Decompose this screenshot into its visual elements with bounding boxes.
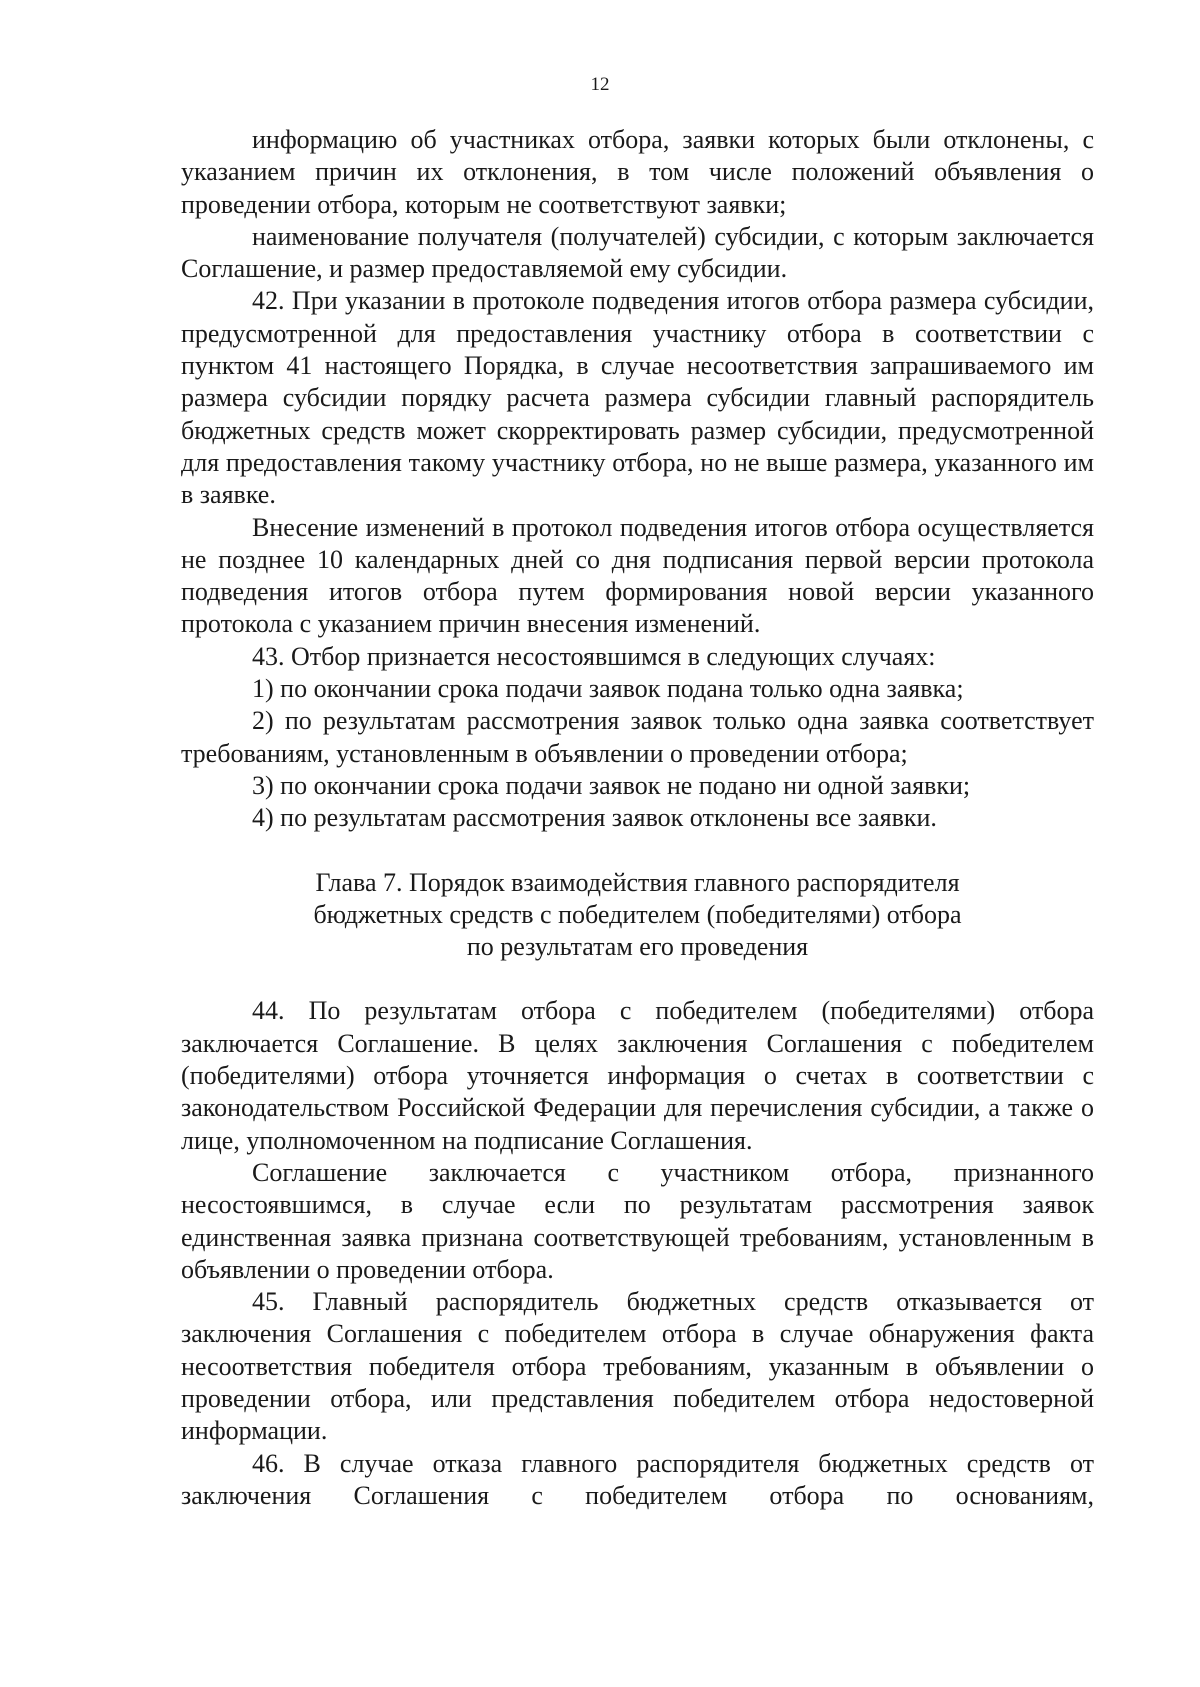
paragraph: 42. При указании в протоколе подведения итогов отбора размера субсидии, предусмотренной для предоставления участнику отбора в соответствии с пунктом 41 настоящего Порядка, в случае несоответствия запрашиваемого им размера субсидии порядку расчета размера субсидии главный распорядитель бюджетных средств может скорректировать размер субсидии, предусмотренной для предоставления такому участнику отбора, но не выше размера, указанного им в заявке. [181,286,1094,510]
chapter-heading-line: по результатам его проведения [466,932,809,962]
paragraph: 43. Отбор признается несостоявшимся в следующих случаях: [252,641,936,671]
paragraph: 2) по результатам рассмотрения заявок только одна заявка соответствует требованиям, установленным в объявлении о проведении отбора; [181,706,1094,768]
chapter-heading [181,867,1094,964]
paragraph: наименование получателя (получателей) субсидии, с которым заключается Соглашение, и размер предоставляемой ему субсидии. [181,221,1094,284]
paragraph: информацию об участниках отбора, заявки которых были отклонены, с указанием причин их отклонения, в том числе положений объявления о проведении отбора, которым не соответствуют заявки; [181,125,1094,219]
paragraph: 45. Главный распорядитель бюджетных средств отказывается от заключения Соглашения с победителем отбора в случае обнаружения факта несоответствия победителя отбора требованиям, указанным в объявлении о проведении отбора, или представления победителем отбора недостоверной информации. [181,1287,1094,1446]
page-number: 12 [590,74,610,95]
document-body [181,124,1094,1512]
paragraph: 1) по окончании срока подачи заявок подана только одна заявка; [252,674,964,704]
paragraph: 46. В случае отказа главного распорядителя бюджетных средств от заключения Соглашения с победителем отбора по основаниям, [181,1448,1094,1510]
chapter-heading-line: бюджетных средств с победителем (победителями) отбора [313,899,962,929]
paragraph: 4) по результатам рассмотрения заявок отклонены все заявки. [252,803,937,833]
chapter-heading-line: Глава 7. Порядок взаимодействия главного распорядителя [315,867,960,897]
paragraph: 3) по окончании срока подачи заявок не подано ни одной заявки; [252,770,971,800]
paragraph: 44. По результатам отбора с победителем (победителями) отбора заключается Соглашение. В целях заключения Соглашения с победителем (победителями) отбора уточняется информация о счетах в соответствии с законодательством Российской Федерации для перечисления субсидии, а также о лице, уполномоченном на подписание Соглашения. [181,996,1094,1155]
paragraph: Соглашение заключается с участником отбора, признанного несостоявшимся, в случае если по результатам рассмотрения заявок единственная заявка признана соответствующей требованиям, установленным в объявлении о проведении отбора. [181,1157,1094,1284]
paragraph: Внесение изменений в протокол подведения итогов отбора осуществляется не позднее 10 календарных дней со дня подписания первой версии протокола подведения итогов отбора путем формирования новой версии указанного протокола с указанием причин внесения изменений. [181,512,1094,639]
